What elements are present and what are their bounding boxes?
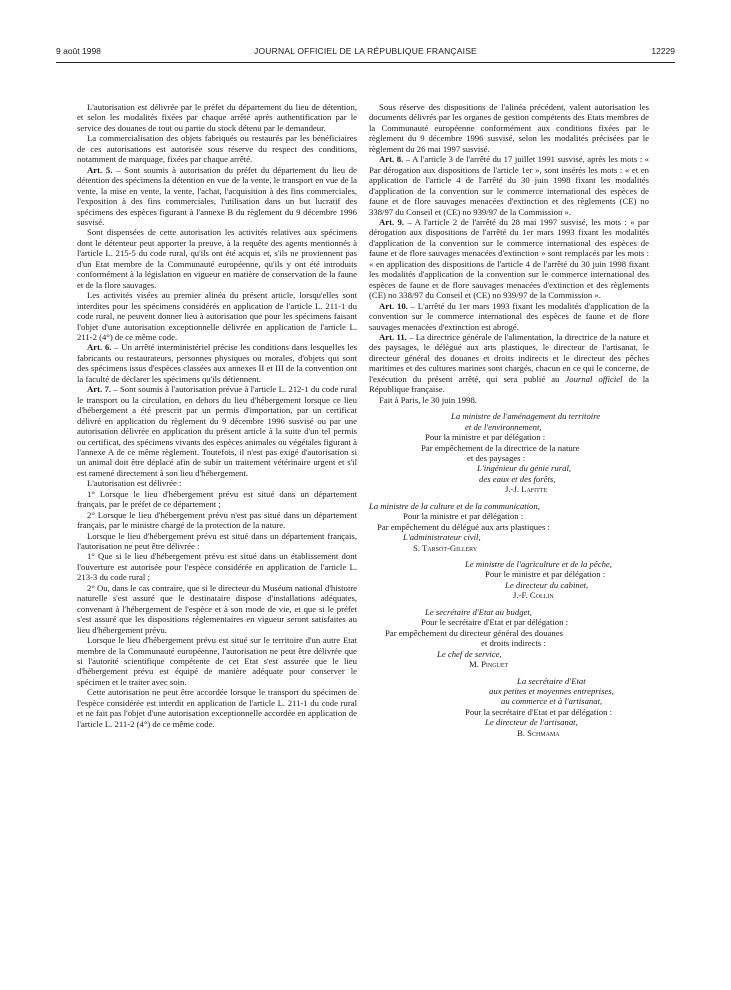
signatures: [369, 411, 649, 738]
article-paragraph: [77, 342, 357, 384]
body-paragraph: L'autorisation est délivrée par le préfet du département du lieu de détention, et selon les modalités fixées par chaque arrêté après authentification par le service des douanes de tout ou partie du stock détenu par le demandeur.: [77, 102, 357, 133]
signature-line: et droits indirects :: [481, 638, 546, 649]
signature-line: L'ingénieur du génie rural,: [477, 463, 572, 474]
body-paragraph: Cette autorisation ne peut être accordée lorsque le transport du spécimen de l'espèce considérée est interdit en application de l'article L. 211-1 du code rural et ne fait pas l'objet d'une autorisation exceptionnelle accordée en application de l'article L. 211-2 (4°) de ce même code.: [77, 687, 357, 729]
article-label: Art. 5.: [87, 164, 113, 175]
issue-date: 9 août 1998: [56, 46, 101, 56]
journal-reference: Journal officiel: [565, 373, 623, 384]
article-label: Art. 9.: [379, 216, 405, 227]
article-paragraph: [369, 154, 649, 217]
signature-line: Le ministre de l'agriculture et de la pêche,: [465, 559, 612, 570]
article-label: Art. 6.: [87, 342, 112, 353]
signature-line: Pour la ministre et par délégation :: [425, 432, 546, 443]
signature-block: [369, 501, 649, 553]
body-paragraph: 2° Lorsque le lieu d'hébergement prévu n'est pas situé dans un département français, par le ministre chargé de la protection de la nature.: [77, 509, 357, 531]
article-label: Art. 10.: [379, 300, 408, 311]
signature-line: Par empêchement du délégué aux arts plastiques :: [377, 521, 550, 532]
signature-line: J.-F. Collin: [513, 590, 554, 601]
signature-line: Le directeur de l'artisanat,: [485, 717, 578, 728]
signature-line: Pour la ministre et par délégation :: [403, 511, 524, 522]
signature-line: aux petites et moyennes entreprises,: [489, 686, 614, 697]
signature-block: [369, 411, 649, 495]
article-text: – A l'article 2 de l'arrêté du 28 mai 1997 susvisé, les mots : « par dérogation aux dispositions de l'arrêté du 1er mars 1993 fixant les modalités d'application de la convention sur le commerce international des espèces de faune et de flore sauvages menacées d'extinction » sont remplacés par les mots : « en application des dispositions de l'article 4 de l'arrêté du 30 juin 1998 fixant les modalités d'application de la convention sur le commerce international des espèces de faune et de flore sauvages menacées d'extinction et des règlements (CE) no 338/97 du Conseil et (CE) no 939/97 de la Commission ».: [369, 216, 649, 301]
article-text: – L'arrêté du 1er mars 1993 fixant les modalités d'application de la convention sur le commerce international des espèces de faune et de flore sauvages menacées d'extinction est abrogé.: [369, 300, 649, 332]
left-column: [77, 102, 357, 729]
article-paragraph: [369, 332, 649, 395]
journal-title: JOURNAL OFFICIEL DE LA RÉPUBLIQUE FRANÇAISE: [254, 46, 477, 56]
article-text: – Sont soumis à autorisation du préfet du département du lieu de détention des spécimens la détention en vue de la vente, le transport en vue de la vente, la mise en vente, la vente, l'achat, l'acquisition à des fins commerciales, l'exposition à des fins commerciales, l'utilisation dans un but lucratif des spécimens des espèces figurant à l'annexe B du règlement du 9 décembre 1996 susvisé.: [77, 164, 357, 227]
signature-line: J.-J. Lafitte: [505, 484, 548, 495]
signature-line: M. Pinguet: [469, 659, 509, 670]
signature-line: La ministre de la culture et de la communication,: [369, 500, 540, 511]
date-line: Fait à Paris, le 30 juin 1998.: [379, 394, 477, 405]
body-paragraph: Lorsque le lieu d'hébergement prévu est situé sur le territoire d'un autre Etat membre de la Communauté européenne, l'autorisation ne peut être délivrée que si l'autorité scientifique compétente de cet Etat s'est assurée que le lieu d'hébergement prévu est équipé de manière adéquate pour conserver le spécimen et le traiter avec soin.: [77, 635, 357, 687]
signature-line: La secrétaire d'Etat: [517, 675, 586, 686]
signature-line: Pour la secrétaire d'Etat et par délégation :: [465, 706, 613, 717]
body-paragraph: 1° Lorsque le lieu d'hébergement prévu est situé dans un département français, par le préfet de ce département ;: [77, 488, 357, 510]
right-column: [369, 102, 649, 738]
article-paragraph: [77, 384, 357, 478]
article-text: – Un arrêté interministériel précise les conditions dans lesquelles les fabricants ou restaurateurs, personnes physiques ou morales, d'objets qui sont des spécimens issus d'espèces classées aux annexes II et III de la convention ont la faculté de déclarer les spécimens qu'ils détiennent.: [77, 342, 357, 384]
article-label: Art. 8.: [379, 154, 404, 165]
signature-block: [369, 607, 649, 670]
article-text: – A l'article 3 de l'arrêté du 17 juillet 1991 susvisé, après les mots : « Par dérogation aux dispositions de l'article 1er », sont insérés les mots : « et en application de l'article 4 de l'arrêté du 30 juin 1998 fixant les modalités d'application de la convention sur le commerce international des espèces de faune et de flore sauvages menacées d'extinction et des règlements (CE) no 338/97 du Conseil et (CE) no 939/97 de la Commission ».: [369, 154, 649, 217]
article-label: Art. 7.: [87, 384, 112, 395]
signature-line: au commerce et à l'artisanat,: [501, 696, 603, 707]
page-number: 12229: [651, 46, 675, 56]
signature-line: et des paysages :: [467, 452, 526, 463]
article-text: – La directrice générale de l'alimentation, la directrice de la nature et des paysages, le délégué aux arts plastiques, le directeur de l'artisanat, le directeur général des douanes et droits indirects et le directeur des pêches maritimes et des cultures marines sont chargés, chacun en ce qui le concerne, de l'exécution du présent arrêté, qui sera publié au: [369, 331, 649, 384]
body-paragraph: Les activités visées au premier alinéa du présent article, lorsqu'elles sont interdites pour les spécimens considérés en application de l'article L. 211-1 du code rural, ne peuvent donner lieu à autorisation que pour les spécimens faisant l'objet d'une autorisation exceptionnelle délivrée en application de l'article L. 211-2 (4°) de ce même code.: [77, 290, 357, 342]
body-paragraph: L'autorisation est délivrée :: [87, 478, 182, 489]
article-paragraph: [369, 217, 649, 301]
signature-block: [369, 676, 649, 739]
signature-line: S. Tarsot-Gillery: [413, 542, 478, 553]
signature-line: Pour le secrétaire d'Etat et par délégation :: [421, 617, 569, 628]
signature-line: L'administrateur civil,: [403, 532, 481, 543]
signature-line: Le chef de service,: [437, 648, 502, 659]
signature-line: des eaux et des forêts,: [479, 473, 556, 484]
body-paragraph: Sont dispensées de cette autorisation les activités relatives aux spécimens dont le détenteur peut apporter la preuve, à la requête des agents mentionnés à l'article L. 215-5 du code rural, qu'ils ont été acquis et, s'ils ne proviennent pas d'un Etat membre de la Communauté européenne, qu'ils y ont été introduits conformément à la législation en vigueur en matière de conservation de la faune et de la flore sauvages.: [77, 227, 357, 290]
signature-line: Pour le ministre et par délégation :: [485, 569, 606, 580]
signature-line: Le directeur du cabinet,: [505, 579, 589, 590]
article-paragraph: [77, 165, 357, 228]
article-paragraph: [369, 301, 649, 332]
body-paragraph: 1° Que si le lieu d'hébergement prévu est situé dans un établissement dont l'ouverture est autorisée pour l'espèce considérée en application de l'article L. 213-3 du code rural ;: [77, 551, 357, 583]
page-header: [56, 46, 675, 60]
body-paragraph: 2° Ou, dans le cas contraire, que si le directeur du Muséum national d'histoire naturelle s'est assuré que le destinataire dispose d'installations adéquates, convenant à l'hébergement de l'espèce et à son mode de vie, et que si le préfet s'est assuré que les dispositions réglementaires en vigueur seront satisfaites au lieu d'hébergement prévu.: [77, 582, 357, 635]
signature-block: [369, 559, 649, 601]
signature-line: Par empêchement de la directrice de la nature: [421, 442, 580, 453]
body-paragraph: Sous réserve des dispositions de l'alinéa précédent, valent autorisation les documents délivrés par les organes de gestion compétents des Etats membres de la Communauté européenne conformément aux conditions fixées par le règlement du 9 décembre 1996 susvisé, selon les modalités précisées par le règlement du 26 mai 1997 susvisé.: [369, 102, 649, 154]
signature-line: Le secrétaire d'Etat au budget,: [425, 606, 532, 617]
header-rule: [56, 62, 675, 63]
article-label: Art. 11.: [379, 331, 407, 342]
signature-line: B. Schmama: [517, 727, 560, 738]
signature-line: Par empêchement du directeur général des douanes: [385, 627, 564, 638]
article-text: – Sont soumis à l'autorisation prévue à l'article L. 212-1 du code rural le transport ou la circulation, en dehors du lieu d'hébergement lorsque ce lieu d'hébergement a été prescrit par un permis d'importation, par un certificat délivré en application du règlement du 9 décembre 1996 susvisé ou par une autorisation délivrée en application du présent article à la suite d'un tel permis ou certificat, des spécimens vivants des espèces animales ou végétales figurant à l'annexe A de ce même règlement. Toutefois, il n'est pas exigé d'autorisation si un animal doit être déplacé afin de subir un traitement vétérinaire urgent et s'il est ramené directement à son lieu d'hébergement.: [77, 384, 357, 478]
body-paragraph: Lorsque le lieu d'hébergement prévu est situé dans un département français, l'autorisation ne peut être délivrée :: [77, 530, 357, 552]
body-paragraph: La commercialisation des objets fabriqués ou restaurés par les bénéficiaires de ces autorisations est autorisée sous réserve du respect des conditions, notamment de marquage, fixées par chaque arrêté.: [77, 133, 357, 165]
signature-line: et de l'environnement,: [465, 421, 542, 432]
article-text-tail: de la République française.: [369, 373, 649, 395]
signature-line: La ministre de l'aménagement du territoire: [451, 411, 601, 422]
